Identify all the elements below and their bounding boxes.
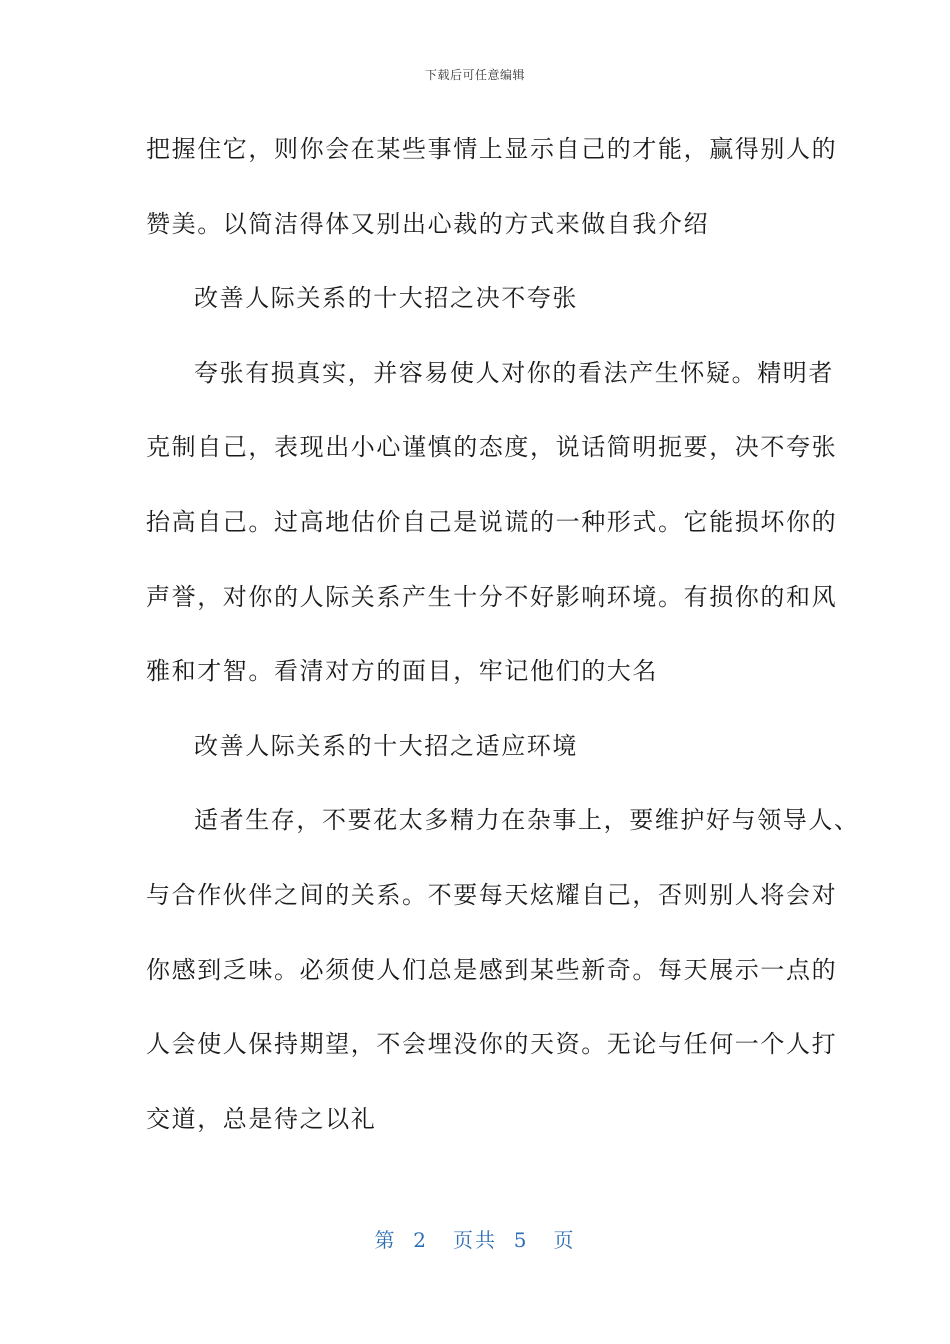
body-line: 夸张有损真实，并容易使人对你的看法产生怀疑。精明者 (194, 358, 834, 387)
body-line: 与合作伙伴之间的关系。不要每天炫耀自己，否则别人将会对 (146, 880, 838, 909)
body-line: 人会使人保持期望，不会埋没你的天资。无论与任何一个人打 (146, 1030, 838, 1059)
footer-middle: 页共 (453, 1228, 497, 1252)
page-footer (0, 1224, 950, 1253)
body-line: 交道，总是待之以礼 (146, 1104, 377, 1133)
page-header: 下载后可任意编辑 (424, 68, 525, 82)
body-line: 你感到乏味。必须使人们总是感到某些新奇。每天展示一点的 (146, 955, 838, 984)
body-line: 把握住它，则你会在某些事情上显示自己的才能，赢得别人的 (146, 135, 838, 163)
footer-suffix: 页 (553, 1228, 576, 1252)
current-page-number: 2 (413, 1228, 428, 1252)
body-line: 赞美。以简洁得体又别出心裁的方式来做自我介绍 (146, 209, 710, 238)
body-line: 雅和才智。看清对方的面目，牢记他们的大名 (146, 657, 658, 686)
body-line: 克制自己，表现出小心谨慎的态度，说话简明扼要，决不夸张 (146, 433, 838, 462)
body-line: 抬高自己。过高地估价自己是说谎的一种形式。它能损坏你的 (146, 507, 838, 536)
document-body (146, 112, 860, 1156)
section-heading: 改善人际关系的十大招之决不夸张 (194, 284, 578, 313)
body-line: 适者生存，不要花太多精力在杂事上，要维护好与领导人、 (194, 806, 860, 835)
total-pages-number: 5 (513, 1228, 529, 1252)
footer-prefix: 第 (374, 1228, 397, 1252)
body-line: 声誉，对你的人际关系产生十分不好影响环境。有损你的和风 (146, 582, 838, 611)
section-heading: 改善人际关系的十大招之适应环境 (194, 731, 578, 760)
